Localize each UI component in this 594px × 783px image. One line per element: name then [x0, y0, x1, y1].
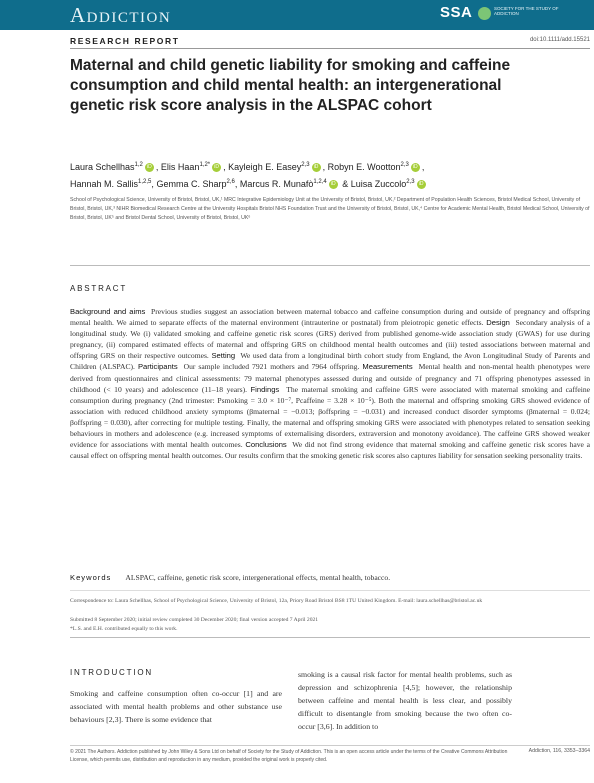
author-list [70, 159, 530, 193]
abstract-body [70, 306, 590, 461]
abstract-background-label: Background and aims [70, 307, 146, 316]
author[interactable]: Laura Schellhas$^{1,2}$ iD , [70, 162, 159, 172]
keywords [70, 573, 590, 582]
orcid-icon[interactable]: iD [212, 163, 221, 172]
ssa-logo-circle-icon [478, 7, 491, 20]
equal-contribution-note: *L.S. and E.H. contributed equally to this work. [70, 626, 178, 632]
abstract-conclusions: We did not find strong evidence that maternal smoking and caffeine genetic risk scores have a causal effect on offspring mental health outcomes. Our results confirm that the smoking genetic risk scores also captures liability for sensation seeking personality traits. [70, 440, 590, 461]
ssa-logo-mark: SSA [440, 4, 473, 21]
ssa-logo-text: SOCIETY FOR THE STUDY OF ADDICTION [494, 6, 559, 16]
abstract-findings-label: Findings [250, 384, 280, 394]
abstract-design: Secondary analysis of a longitudinal study. We (i) validated smoking and caffeine genetic risk scores (GRS) derived from published genome-wide association study (GWAS) for use during pregnancy, (ii) compared estimated effects of maternal and offspring GRS on childhood mental health outcomes and (iii) tested associations between maternal and offspring GRS on their respective outcomes. [70, 318, 590, 361]
orcid-icon[interactable]: iD [145, 163, 154, 172]
author[interactable]: Robyn E. Wootton$^{2,3}$ iD , [327, 162, 425, 172]
abstract-conclusions-label: Conclusions [245, 440, 287, 450]
author[interactable]: Marcus R. Munafò$^{1,2,4}$ iD [240, 179, 340, 189]
divider [70, 637, 590, 638]
abstract-setting-label: Setting [211, 351, 236, 361]
divider [70, 265, 590, 266]
doi[interactable]: doi:10.1111/add.15521 [529, 37, 590, 43]
journal-banner [0, 0, 594, 30]
keywords-text: ALSPAC, caffeine, genetic risk score, intergenerational effects, mental health, tobacco. [125, 573, 391, 582]
submission-dates: Submitted 8 September 2020; initial review completed 30 December 2020; final version accepted 7 April 2021 [70, 617, 319, 623]
divider [70, 590, 590, 591]
author[interactable]: Kayleigh E. Easey$^{2,3}$ iD , [228, 162, 326, 172]
author[interactable]: Gemma C. Sharp$^{2,6}$, [156, 179, 238, 189]
introduction-heading: INTRODUCTION [70, 668, 153, 677]
footer-copyright: © 2021 The Authors. Addiction published by John Wiley & Sons Ltd on behalf of Society for the Study of Addiction. This is an open access article under the terms of the Creative Commons Attribution License, which permits use, distribution and reproduction in any medium, provided the original work is properly cited. [70, 749, 508, 763]
article-title: Maternal and child genetic liability for smoking and caffeine consumption and child mental health: an intergenerational genetic risk score analysis in the ALSPAC cohort [70, 57, 511, 114]
abstract-measurements: Mental health and non-mental health phenotypes were derived from questionnaires and clinical assessments: 79 maternal phenotypes assessed during and outside of pregnancy and 71 offspring phenotypes assessed in childhood (< 10 years) and adolescence (11–18 years). [70, 362, 591, 394]
abstract-participants-label: Participants [137, 362, 178, 372]
keywords-label: Keywords [70, 573, 112, 582]
orcid-icon[interactable]: iD [417, 180, 426, 189]
abstract-measurements-label: Measurements [362, 362, 413, 372]
orcid-icon[interactable]: iD [329, 180, 338, 189]
abstract-participants: Our sample included 7921 mothers and 7964 offspring. [183, 362, 360, 372]
abstract-findings: The maternal smoking and caffeine GRS were associated with maternal smoking and caffeine consumption during pregnancy (2nd trimester: Psmoking = 3.0 × 10⁻⁷, Pcaffeine = 3.28 × 10⁻⁵). Both the maternal and offspring smoking GRS showed evidence of association with reduced childhood anxiety symptoms (βmaternal = −0.013; βoffspring = −0.031) and increased conduct disorder symptoms (βmaternal = 0.024; βoffspring = 0.030), after correcting for multiple testing. Finally, the maternal and offspring smoking GRS were associated with phenotypes related to sensation seeking behaviours in mothers and adolescence (e.g. increased symptoms of externalising disorders, extraversion and monotony avoidance). The caffeine GRS showed weaker evidence for associations with mental health outcomes. [70, 384, 590, 450]
section-label: RESEARCH REPORT [70, 36, 180, 46]
author[interactable]: & Luisa Zuccolo$^{2,3}$ iD [342, 179, 427, 189]
orcid-icon[interactable]: iD [411, 163, 420, 172]
footer-divider [70, 745, 590, 746]
abstract-setting: We used data from a longitudinal birth cohort study from England, the Avon Longitudinal Study of Parents and Children (ALSPAC). [70, 351, 591, 372]
author[interactable]: Elis Haan$^{1,2*}$ iD , [160, 162, 226, 172]
abstract-background: Previous studies suggest an association between maternal tobacco and caffeine consumption during and outside of pregnancy and offspring mental health. We aimed to separate effects of the maternal environment (intrauterine or postnatal) from pleiotropic genetic effects. [70, 307, 591, 328]
footer-citation: Addiction, 116, 3353–3364 [528, 748, 590, 754]
introduction-right-column: smoking is a causal risk factor for mental health problems, such as depression and schizophrenia [4,5]; however, the relationship between caffeine and mental health is less clear, and possibly difficult to disentangle from smoking because the two often co-occur [3,6]. In addition to [298, 670, 512, 731]
correspondence: Correspondence to: Laura Schellhas, School of Psychological Science, University of Bristol, 12a, Priory Road Bristol BS8 1TU United Kingdom. E-mail: laura.schellhas@bristol.ac.uk [70, 598, 483, 604]
introduction-left-column: Smoking and caffeine consumption often co-occur [1] and are associated with mental health problems and other substance use behaviours [2,3]. There is some evidence that [70, 689, 282, 724]
ssa-logo [440, 4, 590, 26]
author[interactable]: Hannah M. Sallis$^{1,2,5}$, [70, 179, 154, 189]
orcid-icon[interactable]: iD [312, 163, 321, 172]
affiliations: School of Psychological Science, University of Bristol, Bristol, UK,¹ MRC Integrative Epidemiology Unit at the University of Bristol, Bristol, UK,² Department of Population Health Sciences, Bristol Medical School, University of Bristol, Bristol, UK,³ NIHR Biomedical Research Centre at the University Hospitals Bristol NHS Foundation Trust and the University of Bristol, Bristol, UK,⁴ Centre for Academic Mental Health, Bristol Medical School, University of Bristol, Bristol, UK⁵ and Bristol Dental School, University of Bristol, Bristol, UK⁶ [70, 197, 590, 221]
article-header-row [70, 36, 590, 49]
journal-name: Addiction [70, 3, 172, 27]
abstract-heading: ABSTRACT [70, 284, 128, 293]
abstract-design-label: Design [486, 318, 510, 328]
